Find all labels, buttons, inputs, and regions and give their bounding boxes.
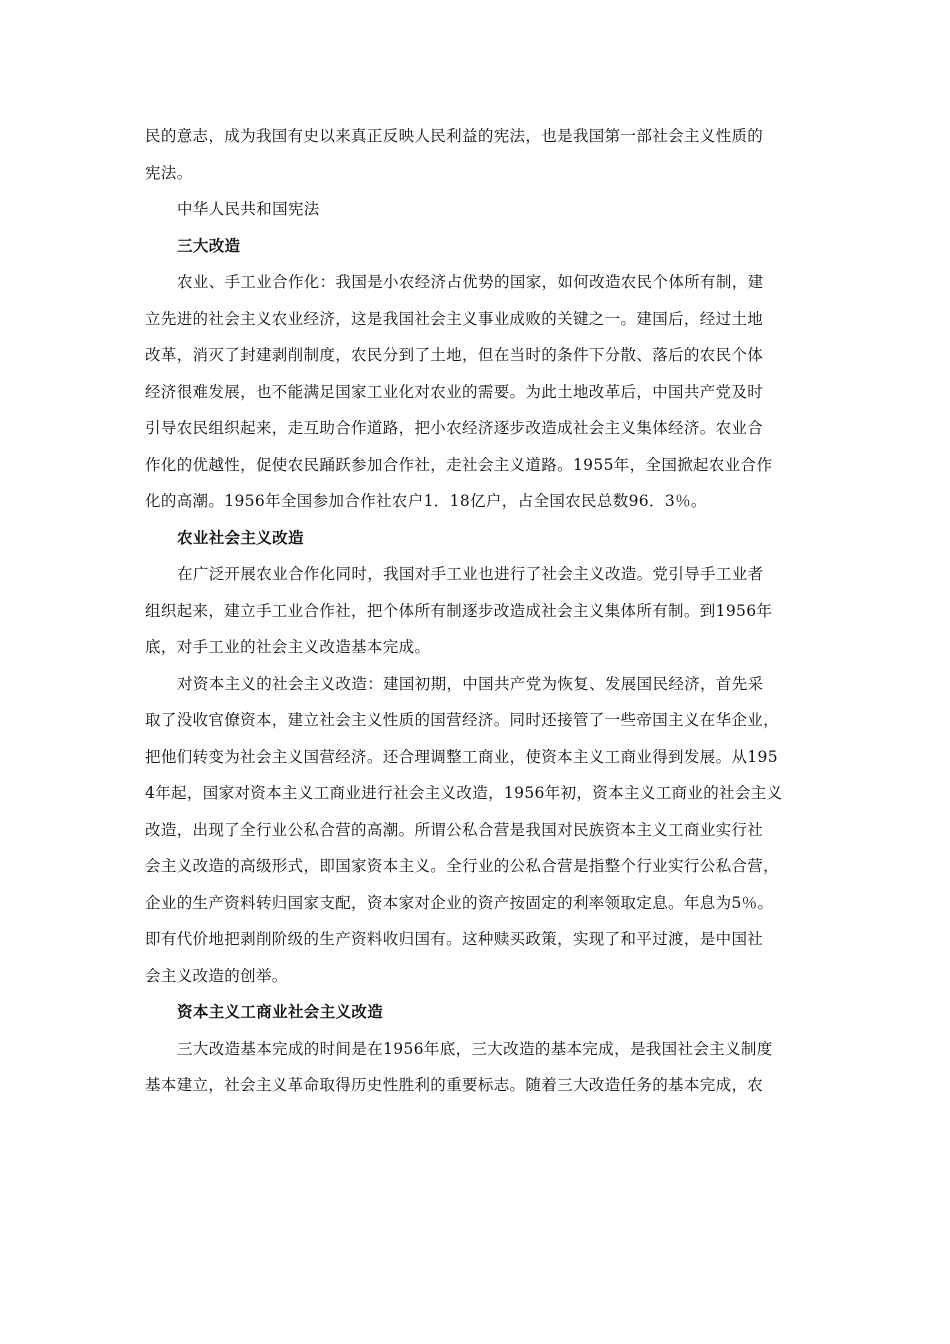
- text-line: 化的高潮。1956年全国参加合作社农户1．18亿户，占全国农民总数96．3％。: [145, 492, 707, 510]
- text-line: 改造，出现了全行业公私合营的高潮。所谓公私合营是我国对民族资本主义工商业实行社: [145, 820, 764, 839]
- text-line: 组织起来，建立手工业合作社，把个体所有制逐步改造成社会主义集体所有制。到1956年: [145, 601, 773, 620]
- section-heading: 农业社会主义改造: [177, 527, 304, 547]
- text-line: 经济很难发展，也不能满足国家工业化对农业的需要。为此土地改革后，中国共产党及时: [145, 382, 764, 401]
- section-heading: 三大改造: [177, 235, 241, 255]
- section-heading: 资本主义工商业社会主义改造: [177, 1002, 384, 1021]
- text-line: 引导农民组织起来，走互助合作道路，把小农经济逐步改造成社会主义集体经济。农业合: [145, 419, 764, 437]
- text-line: 农业、手工业合作化：我国是小农经济占优势的国家，如何改造农民个体所有制，建: [177, 273, 764, 291]
- text-line: 4年起，国家对资本主义工商业进行社会主义改造，1956年初，资本主义工商业的社会主义: [145, 784, 783, 802]
- text-line: 立先进的社会主义农业经济，这是我国社会主义事业成败的关键之一。建国后，经过土地: [145, 309, 764, 328]
- text-line: 三大改造基本完成的时间是在1956年底，三大改造的基本完成，是我国社会主义制度: [177, 1039, 773, 1058]
- text-line: 中华人民共和国宪法: [177, 200, 320, 218]
- text-line: 底，对手工业的社会主义改造基本完成。: [145, 638, 431, 656]
- text-line: 即有代价地把剥削阶级的生产资料收归国有。这种赎买政策，实现了和平过渡，是中国社: [145, 930, 764, 948]
- text-line: 在广泛开展农业合作化同时，我国对手工业也进行了社会主义改造。党引导手工业者: [177, 565, 764, 583]
- document-page: [145, 118, 807, 1104]
- text-line: 宪法。: [145, 163, 193, 182]
- text-line: 对资本主义的社会主义改造：建国初期，中国共产党为恢复、发展国民经济，首先采: [177, 674, 764, 693]
- text-line: 取了没收官僚资本，建立社会主义性质的国营经济。同时还接管了一些帝国主义在华企业，: [145, 711, 780, 729]
- text-line: 企业的生产资料转归国家支配，资本家对企业的资产按固定的利率领取定息。年息为5％。: [145, 893, 774, 912]
- text-line: 改革，消灭了封建剥削制度，农民分到了土地，但在当时的条件下分散、落后的农民个体: [145, 346, 764, 364]
- text-line: 作化的优越性，促使农民踊跃参加合作社，走社会主义道路。1955年，全国掀起农业合作: [145, 455, 773, 474]
- text-line: 把他们转变为社会主义国营经济。还合理调整工商业，使资本主义工商业得到发展。从195: [145, 747, 778, 766]
- text-line: 民的意志，成为我国有史以来真正反映人民利益的宪法，也是我国第一部社会主义性质的: [145, 127, 764, 145]
- text-line: 会主义改造的创举。: [145, 966, 288, 985]
- text-line: 基本建立，社会主义革命取得历史性胜利的重要标志。随着三大改造任务的基本完成，农: [145, 1076, 764, 1094]
- text-line: 会主义改造的高级形式，即国家资本主义。全行业的公私合营是指整个行业实行公私合营，: [145, 857, 780, 875]
